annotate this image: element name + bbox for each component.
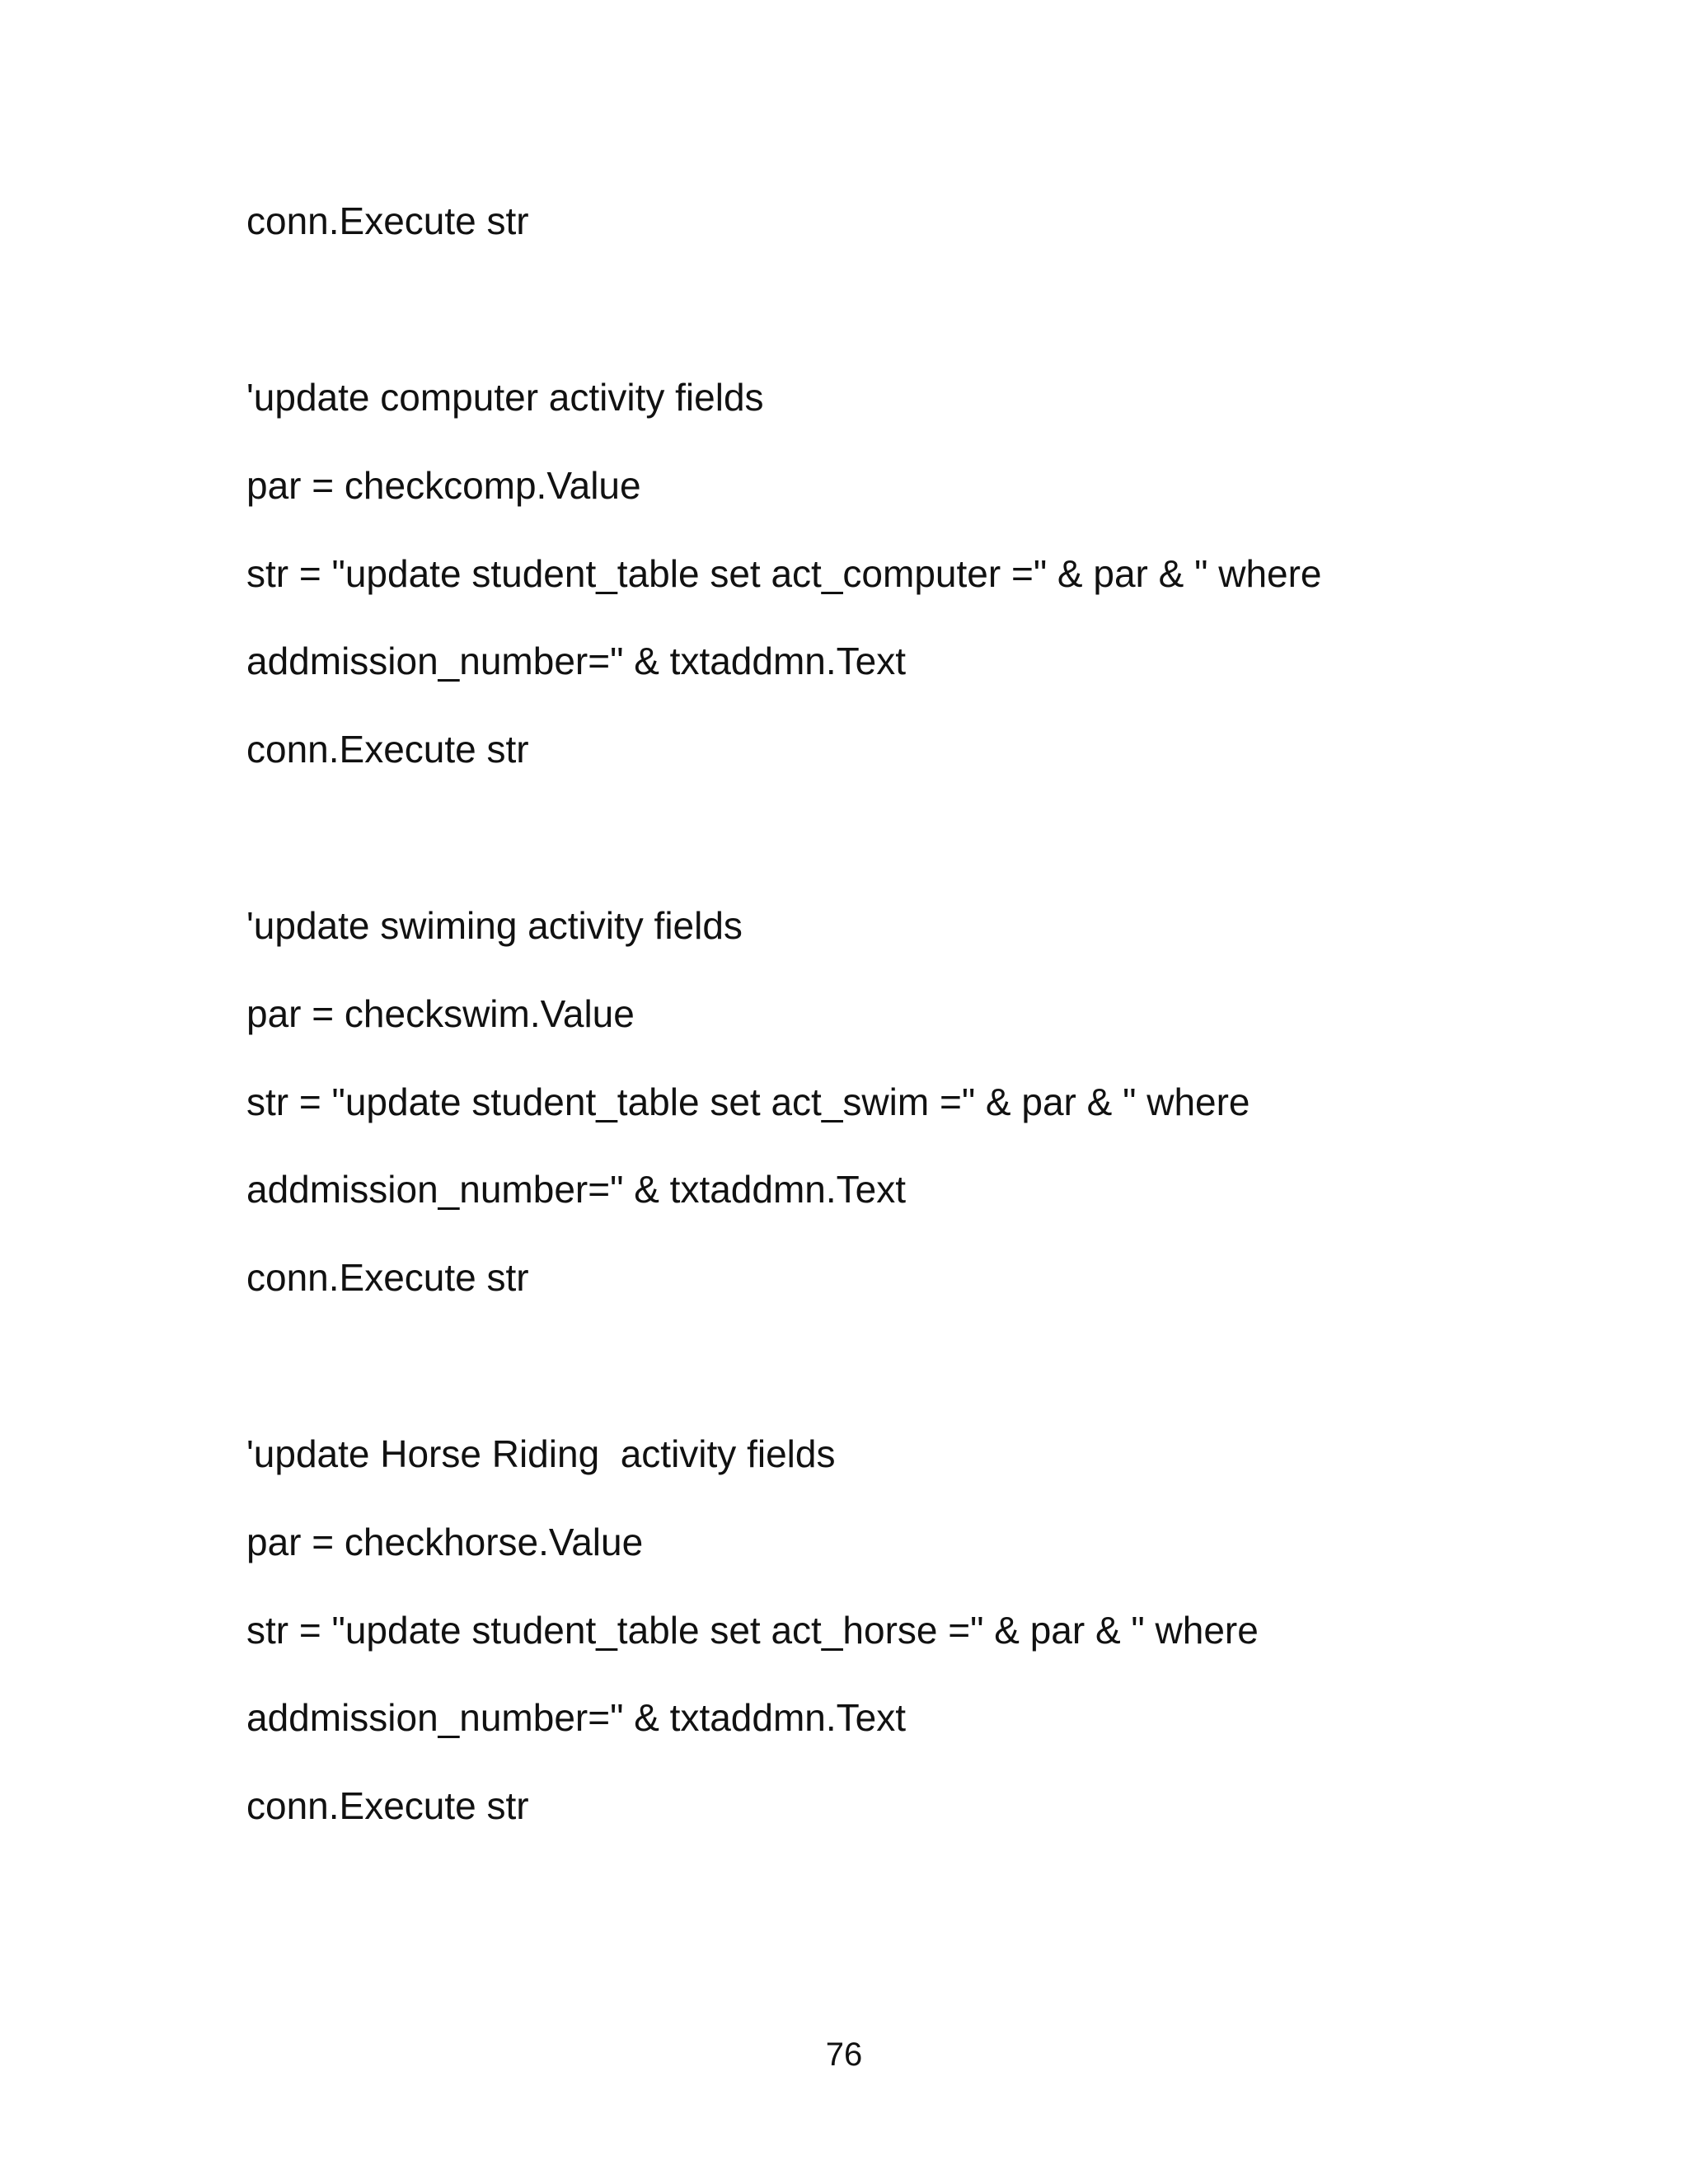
code-comment: 'update Horse Riding activity fields <box>246 1432 836 1475</box>
code-line: addmission_number=" & txtaddmn.Text <box>246 1168 907 1211</box>
code-line: conn.Execute str <box>246 728 529 771</box>
code-line: par = checkswim.Value <box>246 992 635 1035</box>
code-line: conn.Execute str <box>246 1784 529 1827</box>
code-line: par = checkhorse.Value <box>246 1521 644 1563</box>
code-line: par = checkcomp.Value <box>246 464 641 507</box>
code-comment: 'update swiming activity fields <box>246 904 743 947</box>
code-line: conn.Execute str <box>246 1256 529 1299</box>
code-line: str = "update student_table set act_swim =" & par & " where <box>246 1080 1250 1123</box>
code-line: conn.Execute str <box>246 199 529 242</box>
code-line: str = "update student_table set act_computer =" & par & " where <box>246 552 1322 595</box>
page-number: 76 <box>825 2036 863 2073</box>
code-comment: 'update computer activity fields <box>246 376 764 419</box>
code-line: addmission_number=" & txtaddmn.Text <box>246 1696 907 1739</box>
code-line: addmission_number=" & txtaddmn.Text <box>246 640 907 682</box>
code-line: str = "update student_table set act_horse =" & par & " where <box>246 1609 1259 1652</box>
